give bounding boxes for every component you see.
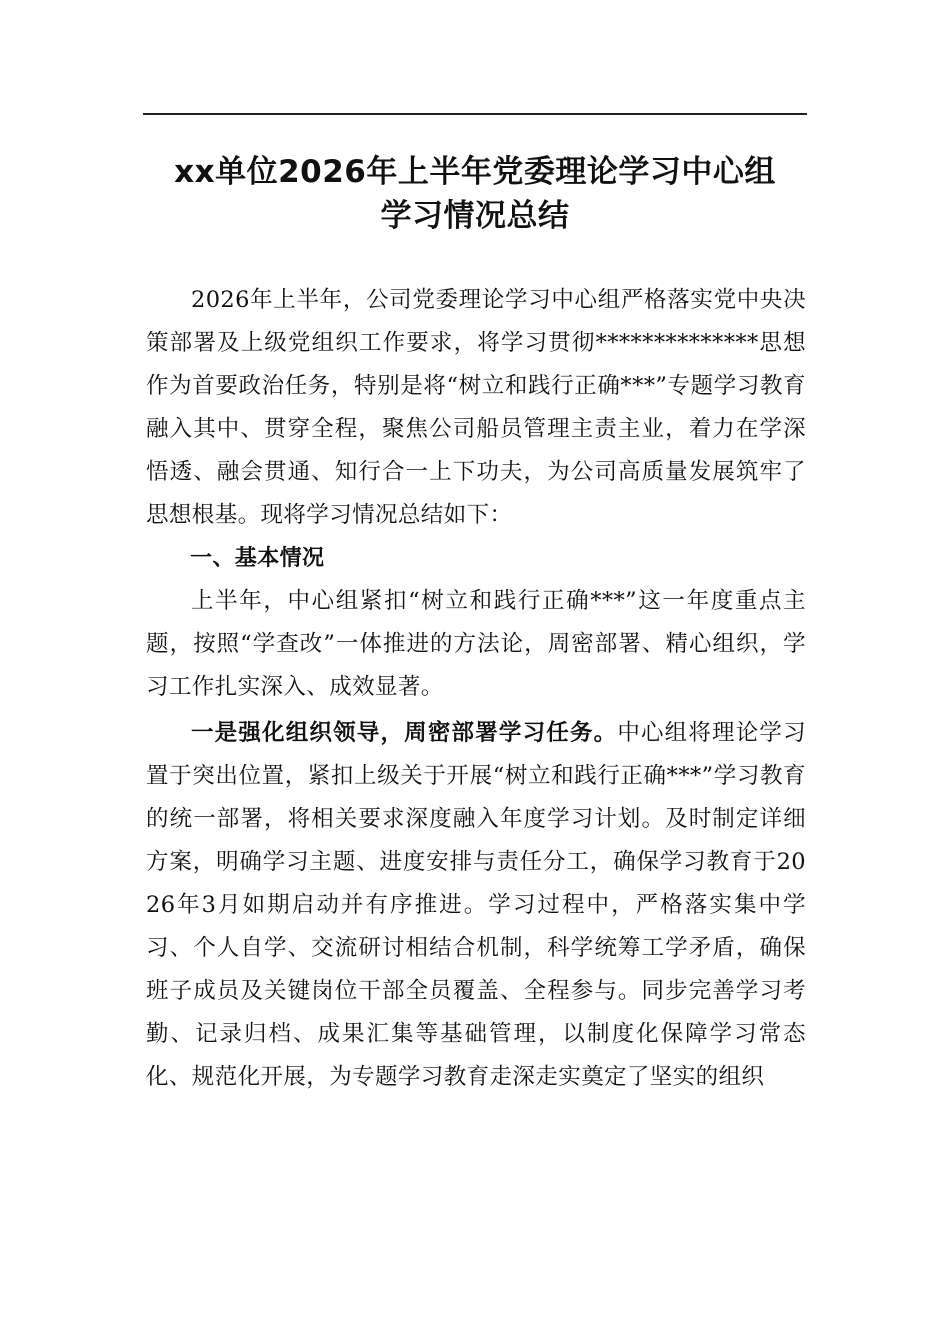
header-rule (143, 113, 807, 115)
document-body (146, 279, 806, 1099)
intro-paragraph: 2026年上半年，公司党委理论学习中心组严格落实党中央决策部署及上级党组织工作要求，将学习贯彻**************思想作为首要政治任务，特别是将“树立和践行正确***”专题学习教育融入其中、贯穿全程，聚焦公司船员管理主责主业，着力在学深悟透、融会贯通、知行合一上下功夫，为公司高质量发展筑牢了思想根基。现将学习情况总结如下： (146, 287, 806, 528)
point-text: 中心组将理论学习置于突出位置，紧扣上级关于开展“树立和践行正确***”学习教育的统一部署，将相关要求深度融入年度学习计划。及时制定详细方案，明确学习主题、进度安排与责任分工，确保学习教育于2026年3月如期启动并有序推进。学习过程中，严格落实集中学习、个人自学、交流研讨相结合机制，科学统筹工学矛盾，确保班子成员及关键岗位干部全员覆盖、全程参与。同步完善学习考勤、记录归档、成果汇集等基础管理，以制度化保障学习常态化、规范化开展，为专题学习教育走深走实奠定了坚实的组织 (146, 720, 806, 1090)
section-paragraph: 上半年，中心组紧扣“树立和践行正确***”这一年度重点主题，按照“学查改”一体推进的方法论，周密部署、精心组织，学习工作扎实深入、成效显著。 (146, 588, 806, 700)
point-lead: 一是强化组织领导，周密部署学习任务。 (191, 720, 618, 746)
title-line-2: 学习情况总结 (380, 198, 570, 234)
point-paragraph-1 (146, 712, 806, 1099)
section-heading-basic-situation: 一、基本情况 (190, 546, 325, 571)
title-line-1: xx单位2026年上半年党委理论学习中心组 (174, 154, 776, 190)
document-title (143, 150, 807, 238)
